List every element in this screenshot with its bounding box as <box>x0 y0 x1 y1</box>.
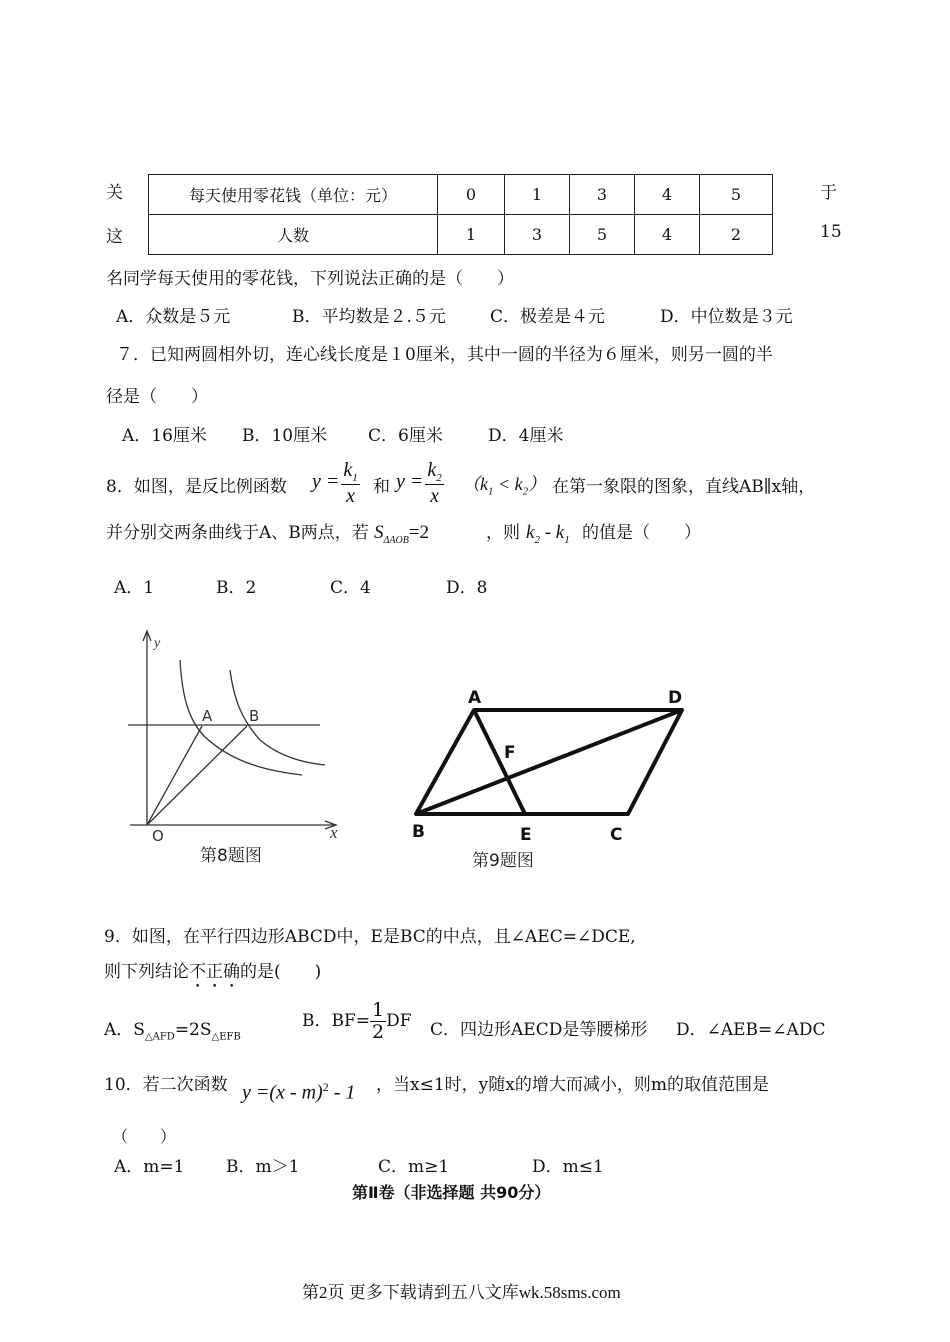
table-cell: 2 <box>700 215 773 255</box>
q10-text-condition: ，当x≤1时，y随x的增大而减小，则m的取值范围是 <box>376 1075 769 1095</box>
table-cell: 5 <box>570 215 635 255</box>
q7-option-c: C．6厘米 <box>368 426 443 446</box>
point-e-label: E <box>520 825 532 845</box>
origin-label: O <box>152 827 164 845</box>
q9-option-a-mid: =2S <box>174 1020 212 1040</box>
q9-option-a-lead: A．S <box>104 1020 145 1040</box>
q6-option-b: B．平均数是２.５元 <box>292 307 446 327</box>
q7-option-d: D．4厘米 <box>488 426 564 446</box>
table-lead-char-2: 这 <box>106 227 123 247</box>
q9-emphasis-not-correct: 不正确 <box>189 962 240 982</box>
q8-function-2: y = $\frac{k_2}{x}$ <box>396 459 442 508</box>
point-f-label: F <box>504 743 516 763</box>
area-subscript: ΔAOB <box>383 534 409 546</box>
q9-option-b-denominator: 2 <box>372 1020 385 1043</box>
table-cell: 1 <box>438 215 505 255</box>
q6-option-a: A．众数是５元 <box>116 307 231 327</box>
figure-8-graph <box>120 625 360 875</box>
x-label: x <box>330 823 338 842</box>
segment-bd <box>416 710 682 814</box>
figure-8-caption: 第8题图 <box>200 846 262 866</box>
q8-text-line2c: 的值是（ ） <box>582 523 701 543</box>
point-a-label: A <box>202 707 213 725</box>
q6-option-c: C．极差是４元 <box>490 307 606 327</box>
q9-option-b <box>302 1000 412 1043</box>
table-header-cell: 人数 <box>149 215 438 255</box>
q8-text-prefix: 8．如图，是反比例函数 <box>106 477 287 497</box>
q8-difference-expression: $k_2 - k_1$ <box>526 522 570 546</box>
q8-function-1: y = $\frac{k_1}{x}$ <box>312 459 358 508</box>
figure-9-parallelogram <box>400 680 700 880</box>
y-label: y <box>154 636 161 651</box>
q8-text-line2b: ，则 <box>486 523 520 543</box>
q6-text: 名同学每天使用的零花钱，下列说法正确的是（ ） <box>106 269 514 289</box>
q9-text-line2 <box>104 957 321 992</box>
curve-k2 <box>230 670 325 765</box>
q8-option-b: B．2 <box>216 578 257 598</box>
q8-area-expression <box>374 522 429 546</box>
q7-text-line2: 径是（ ） <box>106 387 208 407</box>
q7-option-a: A．16厘米 <box>122 426 207 446</box>
q9-option-b-numerator: 1 <box>372 999 385 1021</box>
table-cell: 1 <box>505 175 570 215</box>
q10-option-c: C．m≥1 <box>378 1157 450 1177</box>
curve-k1 <box>180 660 302 775</box>
q7-option-b: B．10厘米 <box>242 426 328 446</box>
allowance-table <box>148 174 773 255</box>
q9-option-a-sub2: △EFB <box>211 1031 241 1043</box>
point-b-label: B <box>249 707 260 725</box>
q8-text-condition: 在第一象限的图象，直线AB∥x轴， <box>552 477 816 497</box>
q9-option-a <box>104 1015 241 1042</box>
q9-option-b-lead: B．BF= <box>302 1010 371 1031</box>
q6-option-d: D．中位数是３元 <box>660 307 793 327</box>
table-lead-char: 关 <box>106 183 123 203</box>
q7-text-line1: ７．已知两圆相外切，连心线长度是１0厘米，其中一圆的半径为６厘米，则另一圆的半 <box>116 345 773 365</box>
segment-oa <box>147 726 202 825</box>
table-header-cell: 每天使用零花钱（单位：元） <box>149 175 438 215</box>
vertex-d-label: D <box>668 688 683 708</box>
q9-text-line2a: 则下列结论 <box>104 962 189 982</box>
q10-option-d: D．m≤1 <box>532 1157 604 1177</box>
segment-ae <box>474 710 525 814</box>
area-equals: =2 <box>408 522 430 543</box>
vertex-c-label: C <box>610 825 623 845</box>
section-heading: 第Ⅱ卷（非选择题 共90分） <box>352 1183 551 1202</box>
q8-text-line2a: 并分别交两条曲线于A、B两点，若 <box>106 523 369 543</box>
area-symbol: S <box>374 522 384 543</box>
q9-option-c: C．四边形AECD是等腰梯形 <box>430 1020 648 1040</box>
page-footer: 第2页 更多下载请到五八文库wk.58sms.com <box>302 1283 621 1302</box>
table-row <box>149 215 773 255</box>
table-cell: 4 <box>635 215 700 255</box>
table-row <box>149 175 773 215</box>
q10-text-prefix: 10．若二次函数 <box>104 1075 228 1095</box>
q8-option-c: C．4 <box>330 578 371 598</box>
q9-text-line1: 9．如图，在平行四边形ABCD中，E是BC的中点，且∠AEC=∠DCE, <box>104 927 636 947</box>
vertex-b-label: B <box>412 822 425 842</box>
table-tail-char: 于 <box>820 183 837 203</box>
table-cell: 3 <box>570 175 635 215</box>
q10-option-b: B．m＞1 <box>226 1157 300 1177</box>
table-cell: 0 <box>438 175 505 215</box>
q8-option-d: D．8 <box>446 578 488 598</box>
q8-option-a: A．1 <box>114 578 155 598</box>
figure-9-caption: 第9题图 <box>472 851 534 871</box>
segment-ob <box>147 726 247 825</box>
table-tail-number: 15 <box>820 222 842 242</box>
table-cell: 4 <box>635 175 700 215</box>
q9-option-d: D．∠AEB=∠ADC <box>676 1020 826 1040</box>
q9-option-a-sub1: △AFD <box>144 1031 175 1043</box>
q9-text-line2c: 的是( ) <box>240 962 322 982</box>
table-cell: 3 <box>505 215 570 255</box>
q10-option-a: A．m=1 <box>114 1157 185 1177</box>
q10-blank: （ ） <box>112 1127 177 1146</box>
q8-condition: $(k_1 < k_2)$ <box>462 474 547 498</box>
vertex-a-label: A <box>468 688 482 708</box>
q10-function: y =(x - m)$^2$ - 1 <box>242 1080 356 1104</box>
q9-option-b-tail: DF <box>386 1010 412 1031</box>
q8-and: 和 <box>373 477 390 497</box>
table-cell: 5 <box>700 175 773 215</box>
